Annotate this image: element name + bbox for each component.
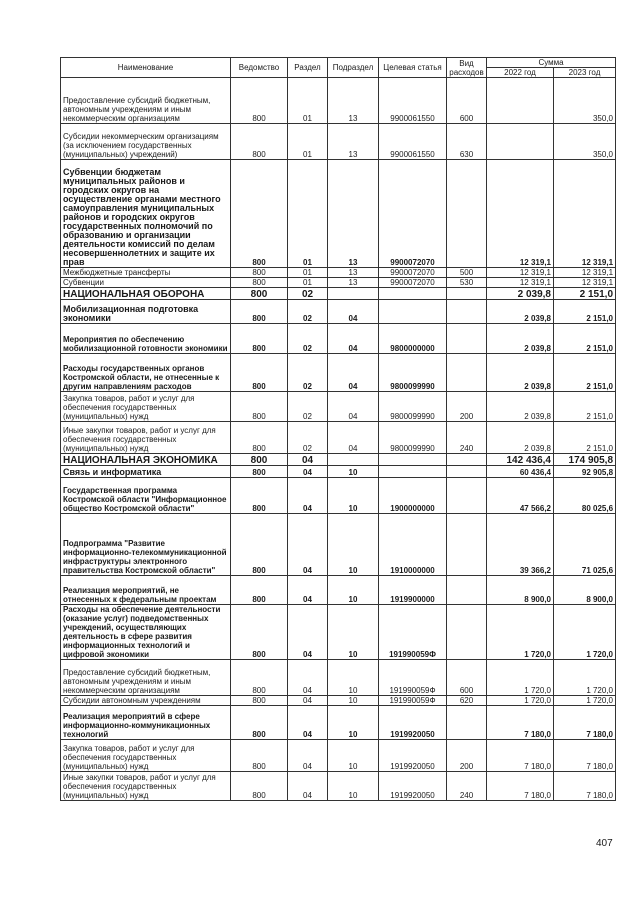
subsection-cell: 04: [328, 422, 379, 454]
amount-2022-cell: 2 039,8: [487, 324, 554, 354]
header-name: Наименование: [61, 58, 231, 78]
table-row: [61, 160, 616, 268]
section-cell: 04: [288, 478, 328, 514]
amount-2022-cell: 2 039,8: [487, 300, 554, 324]
amount-2023-cell: 8 900,0: [554, 576, 616, 605]
expense-type-cell: 630: [447, 124, 487, 160]
section-cell: 04: [288, 706, 328, 740]
amount-2023-cell: 350,0: [554, 124, 616, 160]
subsection-cell: 04: [328, 354, 379, 392]
amount-2022-cell: 12 319,1: [487, 268, 554, 278]
row-name-cell: Субвенции: [61, 278, 231, 288]
row-name-cell: Государственная программа Костромской области "Информационное общество Костромской области": [61, 478, 231, 514]
section-cell: 04: [288, 466, 328, 478]
expense-type-cell: [447, 605, 487, 660]
header-year-2022: 2022 год: [487, 68, 554, 78]
expense-type-cell: [447, 466, 487, 478]
subsection-cell: [328, 288, 379, 300]
department-cell: 800: [231, 124, 288, 160]
department-cell: 800: [231, 514, 288, 576]
amount-2022-cell: 47 566,2: [487, 478, 554, 514]
subsection-cell: 10: [328, 740, 379, 772]
table-row: [61, 466, 616, 478]
target-cell: 9800099990: [379, 392, 447, 422]
department-cell: 800: [231, 392, 288, 422]
row-name-cell: НАЦИОНАЛЬНАЯ ЭКОНОМИКА: [61, 454, 231, 466]
subsection-cell: 04: [328, 392, 379, 422]
amount-2023-cell: 80 025,6: [554, 478, 616, 514]
department-cell: 800: [231, 706, 288, 740]
section-cell: 01: [288, 78, 328, 124]
amount-2023-cell: 2 151,0: [554, 354, 616, 392]
amount-2023-cell: 350,0: [554, 78, 616, 124]
amount-2022-cell: [487, 78, 554, 124]
target-cell: 1919900000: [379, 576, 447, 605]
header-section: Раздел: [288, 58, 328, 78]
section-cell: 04: [288, 514, 328, 576]
amount-2022-cell: 1 720,0: [487, 696, 554, 706]
section-cell: 04: [288, 576, 328, 605]
target-cell: 191990059Ф: [379, 605, 447, 660]
expense-type-cell: 620: [447, 696, 487, 706]
header-sum: Сумма: [487, 58, 616, 68]
subsection-cell: 10: [328, 478, 379, 514]
target-cell: [379, 454, 447, 466]
expense-type-cell: 240: [447, 772, 487, 801]
table-row: [61, 300, 616, 324]
amount-2022-cell: [487, 124, 554, 160]
amount-2023-cell: 92 905,8: [554, 466, 616, 478]
department-cell: 800: [231, 478, 288, 514]
table-row: [61, 478, 616, 514]
table-row: [61, 514, 616, 576]
amount-2022-cell: 39 366,2: [487, 514, 554, 576]
expense-type-cell: [447, 478, 487, 514]
table-row: [61, 124, 616, 160]
amount-2022-cell: 1 720,0: [487, 660, 554, 696]
subsection-cell: 04: [328, 300, 379, 324]
department-cell: 800: [231, 300, 288, 324]
subsection-cell: 13: [328, 160, 379, 268]
expense-type-cell: 240: [447, 422, 487, 454]
amount-2022-cell: 7 180,0: [487, 740, 554, 772]
department-cell: 800: [231, 466, 288, 478]
department-cell: 800: [231, 422, 288, 454]
subsection-cell: 13: [328, 78, 379, 124]
target-cell: 9900072070: [379, 160, 447, 268]
amount-2022-cell: 2 039,8: [487, 354, 554, 392]
expense-type-cell: [447, 354, 487, 392]
subsection-cell: 10: [328, 696, 379, 706]
header-target: Целевая статья: [379, 58, 447, 78]
table-row: [61, 454, 616, 466]
amount-2023-cell: 12 319,1: [554, 160, 616, 268]
row-name-cell: Расходы государственных органов Костромской области, не отнесенные к другим направлениям расходов: [61, 354, 231, 392]
row-name-cell: Субсидии автономным учреждениям: [61, 696, 231, 706]
amount-2023-cell: 2 151,0: [554, 324, 616, 354]
amount-2023-cell: 1 720,0: [554, 696, 616, 706]
section-cell: 04: [288, 696, 328, 706]
table-row: [61, 288, 616, 300]
subsection-cell: [328, 454, 379, 466]
section-cell: 02: [288, 354, 328, 392]
table-row: [61, 696, 616, 706]
amount-2022-cell: 12 319,1: [487, 278, 554, 288]
department-cell: 800: [231, 354, 288, 392]
target-cell: 9800099990: [379, 354, 447, 392]
row-name-cell: НАЦИОНАЛЬНАЯ ОБОРОНА: [61, 288, 231, 300]
department-cell: 800: [231, 772, 288, 801]
expense-type-cell: 600: [447, 660, 487, 696]
subsection-cell: 10: [328, 660, 379, 696]
amount-2023-cell: 12 319,1: [554, 278, 616, 288]
subsection-cell: 10: [328, 706, 379, 740]
expense-type-cell: [447, 300, 487, 324]
section-cell: 01: [288, 160, 328, 268]
section-cell: 01: [288, 268, 328, 278]
target-cell: 9900061550: [379, 124, 447, 160]
subsection-cell: 10: [328, 466, 379, 478]
section-cell: 02: [288, 300, 328, 324]
page-number: 407: [596, 838, 613, 849]
subsection-cell: 13: [328, 268, 379, 278]
section-cell: 01: [288, 278, 328, 288]
section-cell: 04: [288, 660, 328, 696]
target-cell: 1919920050: [379, 706, 447, 740]
expense-type-cell: [447, 288, 487, 300]
department-cell: 800: [231, 660, 288, 696]
table-row: [61, 354, 616, 392]
department-cell: 800: [231, 324, 288, 354]
amount-2022-cell: 2 039,8: [487, 392, 554, 422]
table-row: [61, 392, 616, 422]
expense-type-cell: 500: [447, 268, 487, 278]
subsection-cell: 10: [328, 576, 379, 605]
amount-2022-cell: 12 319,1: [487, 160, 554, 268]
target-cell: 1919920050: [379, 740, 447, 772]
section-cell: 04: [288, 454, 328, 466]
row-name-cell: Закупка товаров, работ и услуг для обеспечения государственных (муниципальных) нужд: [61, 740, 231, 772]
subsection-cell: 10: [328, 605, 379, 660]
amount-2023-cell: 174 905,8: [554, 454, 616, 466]
header-year-2023: 2023 год: [554, 68, 616, 78]
section-cell: 02: [288, 288, 328, 300]
header-expense-type: Вид расходов: [447, 58, 487, 78]
department-cell: 800: [231, 696, 288, 706]
target-cell: 9900072070: [379, 278, 447, 288]
target-cell: 9900061550: [379, 78, 447, 124]
department-cell: 800: [231, 576, 288, 605]
target-cell: [379, 300, 447, 324]
row-name-cell: Субсидии некоммерческим организациям (за исключением государственных (муниципальных) учреждений): [61, 124, 231, 160]
target-cell: 191990059Ф: [379, 696, 447, 706]
subsection-cell: 04: [328, 324, 379, 354]
header-subsection: Подраздел: [328, 58, 379, 78]
row-name-cell: Межбюджетные трансферты: [61, 268, 231, 278]
subsection-cell: 13: [328, 278, 379, 288]
subsection-cell: 10: [328, 514, 379, 576]
table-row: [61, 324, 616, 354]
amount-2023-cell: 2 151,0: [554, 392, 616, 422]
expense-type-cell: 530: [447, 278, 487, 288]
table-row: [61, 706, 616, 740]
amount-2022-cell: 8 900,0: [487, 576, 554, 605]
row-name-cell: Предоставление субсидий бюджетным, автономным учреждениям и иным некоммерческим организациям: [61, 660, 231, 696]
amount-2023-cell: 1 720,0: [554, 660, 616, 696]
row-name-cell: Закупка товаров, работ и услуг для обеспечения государственных (муниципальных) нужд: [61, 392, 231, 422]
table-row: [61, 605, 616, 660]
expense-type-cell: [447, 454, 487, 466]
expense-type-cell: 600: [447, 78, 487, 124]
budget-table: [60, 57, 616, 801]
amount-2022-cell: 2 039,8: [487, 422, 554, 454]
department-cell: 800: [231, 740, 288, 772]
department-cell: 800: [231, 78, 288, 124]
target-cell: 1900000000: [379, 478, 447, 514]
target-cell: 9800099990: [379, 422, 447, 454]
section-cell: 02: [288, 392, 328, 422]
row-name-cell: Расходы на обеспечение деятельности (оказание услуг) подведомственных учреждений, осуществляющих деятельность в сфере развития информационных технологий и цифровой экономики: [61, 605, 231, 660]
expense-type-cell: [447, 706, 487, 740]
department-cell: 800: [231, 605, 288, 660]
amount-2023-cell: 2 151,0: [554, 288, 616, 300]
row-name-cell: Мероприятия по обеспечению мобилизационной готовности экономики: [61, 324, 231, 354]
expense-type-cell: [447, 160, 487, 268]
table-row: [61, 268, 616, 278]
table-body: [61, 78, 616, 801]
amount-2022-cell: 142 436,4: [487, 454, 554, 466]
row-name-cell: Субвенции бюджетам муниципальных районов и городских округов на осуществление органами местного самоуправления муниципальных районов и городских округов государственных полномочий по образованию и организации деятельности комиссий по делам несовершеннолетних и защите их прав: [61, 160, 231, 268]
section-cell: 04: [288, 772, 328, 801]
section-cell: 02: [288, 422, 328, 454]
target-cell: 1919920050: [379, 772, 447, 801]
expense-type-cell: [447, 324, 487, 354]
table-row: [61, 772, 616, 801]
amount-2022-cell: 60 436,4: [487, 466, 554, 478]
row-name-cell: Подпрограмма "Развитие информационно-телекоммуникационной инфраструктуры электронного правительства Костромской области": [61, 514, 231, 576]
row-name-cell: Мобилизационная подготовка экономики: [61, 300, 231, 324]
target-cell: 1910000000: [379, 514, 447, 576]
target-cell: 9900072070: [379, 268, 447, 278]
subsection-cell: 10: [328, 772, 379, 801]
table-row: [61, 278, 616, 288]
row-name-cell: Реализация мероприятий, не отнесенных к федеральным проектам: [61, 576, 231, 605]
section-cell: 02: [288, 324, 328, 354]
amount-2023-cell: 7 180,0: [554, 772, 616, 801]
row-name-cell: Предоставление субсидий бюджетным, автономным учреждениям и иным некоммерческим организациям: [61, 78, 231, 124]
expense-type-cell: [447, 576, 487, 605]
amount-2023-cell: 7 180,0: [554, 706, 616, 740]
amount-2022-cell: 7 180,0: [487, 706, 554, 740]
amount-2023-cell: 71 025,6: [554, 514, 616, 576]
target-cell: 191990059Ф: [379, 660, 447, 696]
section-cell: 01: [288, 124, 328, 160]
table-row: [61, 422, 616, 454]
table-row: [61, 660, 616, 696]
table-row: [61, 78, 616, 124]
amount-2023-cell: 7 180,0: [554, 740, 616, 772]
header-department: Ведомство: [231, 58, 288, 78]
row-name-cell: Реализация мероприятий в сфере информационно-коммуникационных технологий: [61, 706, 231, 740]
amount-2023-cell: 12 319,1: [554, 268, 616, 278]
department-cell: 800: [231, 160, 288, 268]
row-name-cell: Связь и информатика: [61, 466, 231, 478]
department-cell: 800: [231, 454, 288, 466]
target-cell: 9800000000: [379, 324, 447, 354]
amount-2022-cell: 7 180,0: [487, 772, 554, 801]
target-cell: [379, 466, 447, 478]
amount-2022-cell: 2 039,8: [487, 288, 554, 300]
row-name-cell: Иные закупки товаров, работ и услуг для обеспечения государственных (муниципальных) нужд: [61, 772, 231, 801]
amount-2023-cell: 2 151,0: [554, 422, 616, 454]
target-cell: [379, 288, 447, 300]
subsection-cell: 13: [328, 124, 379, 160]
amount-2023-cell: 1 720,0: [554, 605, 616, 660]
department-cell: 800: [231, 288, 288, 300]
department-cell: 800: [231, 278, 288, 288]
amount-2022-cell: 1 720,0: [487, 605, 554, 660]
section-cell: 04: [288, 605, 328, 660]
section-cell: 04: [288, 740, 328, 772]
row-name-cell: Иные закупки товаров, работ и услуг для обеспечения государственных (муниципальных) нужд: [61, 422, 231, 454]
table-row: [61, 740, 616, 772]
expense-type-cell: 200: [447, 740, 487, 772]
table-row: [61, 576, 616, 605]
amount-2023-cell: 2 151,0: [554, 300, 616, 324]
department-cell: 800: [231, 268, 288, 278]
expense-type-cell: [447, 514, 487, 576]
expense-type-cell: 200: [447, 392, 487, 422]
